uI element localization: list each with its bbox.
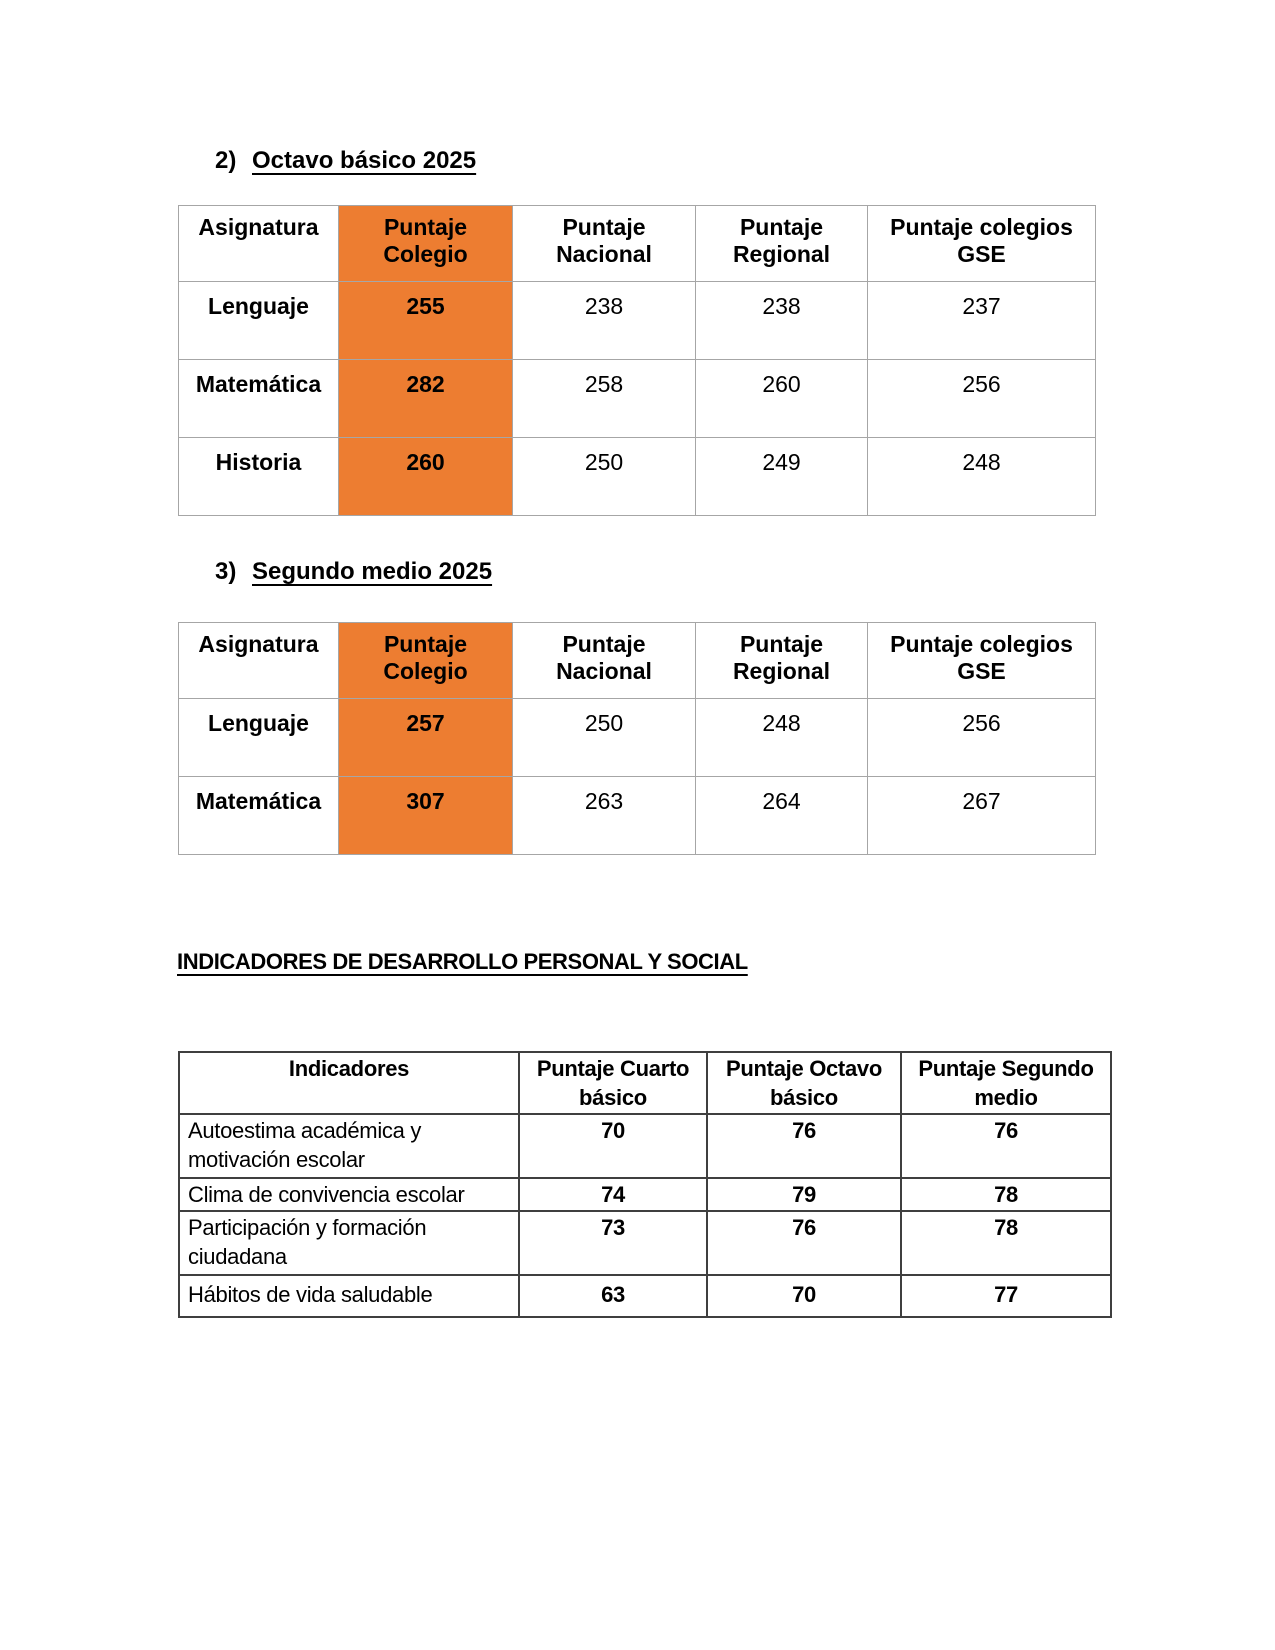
cell-asignatura: Matemática bbox=[179, 360, 339, 438]
table-row bbox=[179, 1211, 1111, 1275]
cell-puntaje-nacional: 250 bbox=[513, 438, 696, 516]
cell-puntaje-colegio: 307 bbox=[339, 777, 513, 855]
cell-puntaje-gse: 267 bbox=[868, 777, 1096, 855]
indicadores-data-table bbox=[178, 1051, 1112, 1318]
cell-puntaje-gse: 256 bbox=[868, 699, 1096, 777]
column-header-puntaje-regional: Puntaje Regional bbox=[696, 206, 868, 282]
column-header-puntaje-colegio: Puntaje Colegio bbox=[339, 623, 513, 699]
cell-indicador: Clima de convivencia escolar bbox=[179, 1178, 519, 1211]
cell-puntaje-colegio: 260 bbox=[339, 438, 513, 516]
cell-puntaje-octavo: 79 bbox=[707, 1178, 901, 1211]
cell-puntaje-cuarto: 73 bbox=[519, 1211, 707, 1275]
cell-puntaje-gse: 237 bbox=[868, 282, 1096, 360]
table-header-row bbox=[179, 1052, 1111, 1114]
heading-title: Octavo básico 2025 bbox=[252, 147, 477, 174]
heading-indicadores: INDICADORES DE DESARROLLO PERSONAL Y SOCIAL bbox=[177, 949, 748, 974]
cell-asignatura: Lenguaje bbox=[179, 282, 339, 360]
cell-puntaje-regional: 264 bbox=[696, 777, 868, 855]
cell-puntaje-colegio: 255 bbox=[339, 282, 513, 360]
cell-puntaje-nacional: 263 bbox=[513, 777, 696, 855]
column-header-puntaje-nacional: Puntaje Nacional bbox=[513, 623, 696, 699]
cell-indicador: Participación y formación ciudadana bbox=[179, 1211, 519, 1275]
segundo-score-table bbox=[178, 622, 1095, 855]
cell-puntaje-cuarto: 70 bbox=[519, 1114, 707, 1178]
indicadores-table bbox=[178, 1051, 1110, 1318]
cell-puntaje-regional: 260 bbox=[696, 360, 868, 438]
cell-puntaje-octavo: 70 bbox=[707, 1275, 901, 1317]
cell-puntaje-nacional: 258 bbox=[513, 360, 696, 438]
cell-indicador: Hábitos de vida saludable bbox=[179, 1275, 519, 1317]
table-row bbox=[179, 360, 1096, 438]
table-row bbox=[179, 777, 1096, 855]
cell-puntaje-octavo: 76 bbox=[707, 1211, 901, 1275]
octavo-score-table bbox=[178, 205, 1095, 516]
heading-octavo-basico bbox=[215, 147, 476, 175]
column-header-puntaje-gse: Puntaje colegios GSE bbox=[868, 623, 1096, 699]
column-header-indicadores: Indicadores bbox=[179, 1052, 519, 1114]
table-row bbox=[179, 282, 1096, 360]
column-header-asignatura: Asignatura bbox=[179, 206, 339, 282]
cell-puntaje-gse: 248 bbox=[868, 438, 1096, 516]
column-header-puntaje-segundo: Puntaje Segundo medio bbox=[901, 1052, 1111, 1114]
cell-indicador: Autoestima académica y motivación escolar bbox=[179, 1114, 519, 1178]
column-header-puntaje-octavo: Puntaje Octavo básico bbox=[707, 1052, 901, 1114]
cell-puntaje-segundo: 77 bbox=[901, 1275, 1111, 1317]
cell-puntaje-cuarto: 74 bbox=[519, 1178, 707, 1211]
cell-puntaje-gse: 256 bbox=[868, 360, 1096, 438]
heading-title: Segundo medio 2025 bbox=[252, 558, 493, 585]
table-row bbox=[179, 1178, 1111, 1211]
cell-puntaje-segundo: 78 bbox=[901, 1178, 1111, 1211]
cell-puntaje-segundo: 78 bbox=[901, 1211, 1111, 1275]
cell-puntaje-regional: 248 bbox=[696, 699, 868, 777]
score-table bbox=[178, 622, 1096, 855]
table-row bbox=[179, 1275, 1111, 1317]
score-table bbox=[178, 205, 1096, 516]
cell-puntaje-nacional: 238 bbox=[513, 282, 696, 360]
cell-puntaje-regional: 249 bbox=[696, 438, 868, 516]
cell-puntaje-cuarto: 63 bbox=[519, 1275, 707, 1317]
column-header-puntaje-cuarto: Puntaje Cuarto básico bbox=[519, 1052, 707, 1114]
cell-puntaje-colegio: 282 bbox=[339, 360, 513, 438]
column-header-puntaje-colegio: Puntaje Colegio bbox=[339, 206, 513, 282]
column-header-asignatura: Asignatura bbox=[179, 623, 339, 699]
heading-segundo-medio bbox=[215, 558, 492, 586]
table-header-row bbox=[179, 623, 1096, 699]
cell-puntaje-segundo: 76 bbox=[901, 1114, 1111, 1178]
cell-puntaje-regional: 238 bbox=[696, 282, 868, 360]
table-row bbox=[179, 438, 1096, 516]
cell-asignatura: Historia bbox=[179, 438, 339, 516]
cell-puntaje-octavo: 76 bbox=[707, 1114, 901, 1178]
cell-puntaje-nacional: 250 bbox=[513, 699, 696, 777]
column-header-puntaje-gse: Puntaje colegios GSE bbox=[868, 206, 1096, 282]
heading-number: 2) bbox=[215, 147, 237, 174]
cell-puntaje-colegio: 257 bbox=[339, 699, 513, 777]
heading-number: 3) bbox=[215, 558, 237, 585]
table-row bbox=[179, 699, 1096, 777]
table-row bbox=[179, 1114, 1111, 1178]
column-header-puntaje-regional: Puntaje Regional bbox=[696, 623, 868, 699]
column-header-puntaje-nacional: Puntaje Nacional bbox=[513, 206, 696, 282]
cell-asignatura: Lenguaje bbox=[179, 699, 339, 777]
cell-asignatura: Matemática bbox=[179, 777, 339, 855]
table-header-row bbox=[179, 206, 1096, 282]
